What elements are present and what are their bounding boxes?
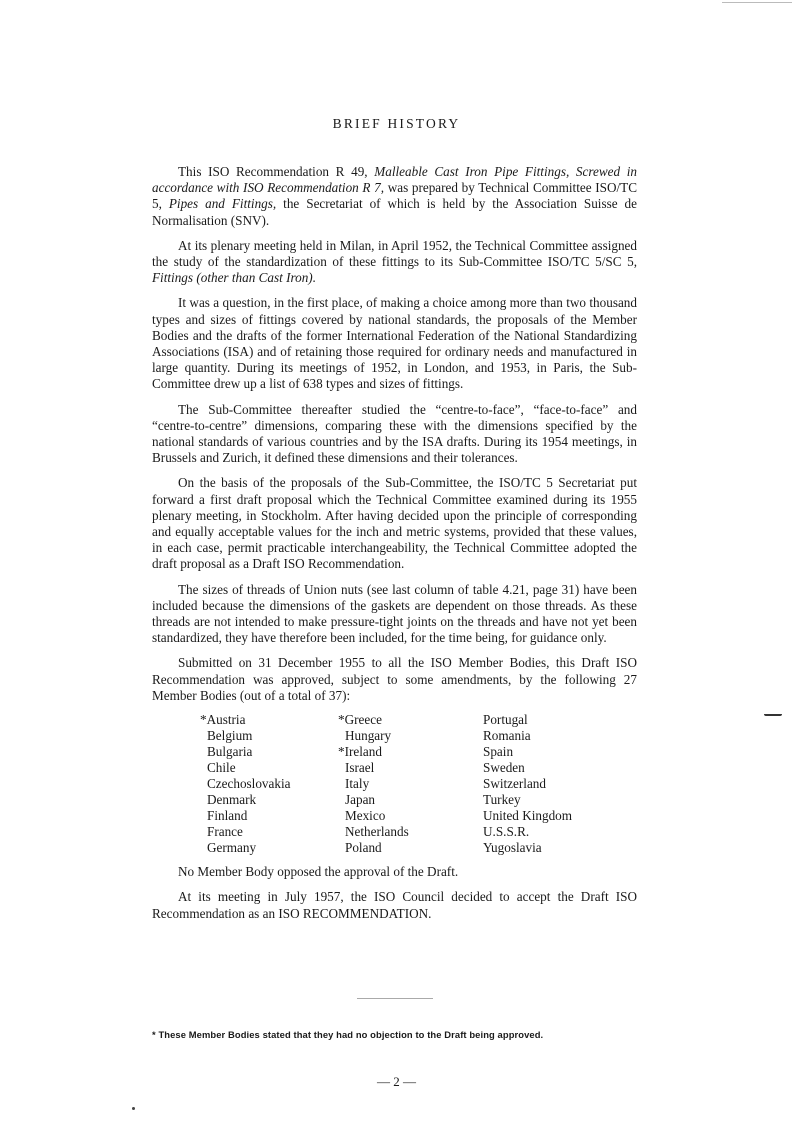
list-item: Denmark	[207, 792, 257, 808]
list-item: Netherlands	[345, 824, 409, 840]
paragraph-union-nuts: The sizes of threads of Union nuts (see last column of table 4.21, page 31) have been included because the dimensions of the gaskets are dependent on those threads. As these threads are not intended to make pressure-tight joints on the threads and have not yet been standardized, they have therefore been included, for the time being, for guidance only.	[152, 581, 637, 646]
footnote: * These Member Bodies stated that they had no objection to the Draft being approved.	[152, 1029, 544, 1040]
list-item: Portugal	[483, 712, 528, 728]
member-bodies-column-2	[338, 712, 483, 856]
list-item: Italy	[345, 776, 370, 792]
list-item: Hungary	[345, 728, 392, 744]
intro-text-3: the Secretariat of which is held by the Association Suisse de Normalisation (SNV).	[152, 196, 637, 228]
list-item: Poland	[345, 840, 382, 856]
milan-subcommittee-italic: Fittings (other than Cast Iron).	[152, 270, 316, 286]
paragraph-approval: Submitted on 31 December 1955 to all the ISO Member Bodies, this Draft ISO Recommendation was approved, subject to some amendments, by the following 27 Member Bodies (out of a total of 37):	[152, 655, 637, 703]
intro-text-1: This ISO Recommendation R 49,	[178, 164, 375, 179]
list-item: Germany	[207, 840, 257, 856]
list-item: *Ireland	[338, 744, 382, 760]
list-item: Switzerland	[483, 776, 546, 792]
page-title: BRIEF HISTORY	[332, 116, 461, 131]
page-number: — 2 —	[377, 1074, 416, 1089]
list-item: France	[207, 824, 243, 840]
list-item: Bulgaria	[207, 744, 253, 760]
member-bodies-list	[200, 712, 637, 856]
list-item: Mexico	[345, 808, 386, 824]
list-item: Belgium	[207, 728, 253, 744]
intro-title-italic: Malleable Cast Iron Pipe Fittings, Screwed in accordance with ISO Recommendation R 7,	[152, 164, 637, 196]
list-item: Sweden	[483, 760, 525, 776]
paragraph-draft: On the basis of the proposals of the Sub-Committee, the ISO/TC 5 Secretariat put forward a first draft proposal which the Technical Committee examined during its 1955 plenary meeting, in Stockholm. After having decided upon the principle of corresponding and equally acceptable values for the inch and metric systems, provided that these values, in each case, permit practicable interchangeability, the Technical Committee adopted the draft proposal as a Draft ISO Recommendation.	[152, 475, 637, 572]
history-body	[152, 164, 637, 931]
paragraph-intro	[152, 164, 637, 229]
intro-committee-italic: Pipes and Fittings,	[168, 196, 277, 212]
paragraph-council: At its meeting in July 1957, the ISO Council decided to accept the Draft ISO Recommendation as an ISO RECOMMENDATION.	[152, 889, 637, 921]
list-item: *Greece	[338, 712, 382, 728]
paragraph-no-opposition: No Member Body opposed the approval of the Draft.	[178, 864, 459, 880]
paragraph-dimensions: The Sub-Committee thereafter studied the “centre-to-face”, “face-to-face” and “centre-to-centre” dimensions, comparing these with the dimensions specified by the national standards of various countries and by the ISA drafts. During its 1954 meetings, in Brussels and Zurich, it defined these dimensions and their tolerances.	[152, 401, 637, 466]
paragraph-milan	[152, 238, 637, 287]
member-bodies-column-1	[200, 712, 338, 856]
scan-mark-top	[722, 2, 792, 3]
paragraph-choice: It was a question, in the first place, of making a choice among more than two thousand types and sizes of fittings covered by national standards, the proposals of the Member Bodies and the drafts of the former International Federation of the National Standardizing Associations (ISA) and of retaining those required for ordinary needs and manufactured in large quantity. During its meetings of 1952, in London, and 1953, in Paris, the Sub-Committee drew up a list of 638 types and sizes of fittings.	[152, 295, 637, 392]
list-item: Yugoslavia	[483, 840, 542, 856]
list-item: U.S.S.R.	[483, 824, 530, 840]
list-item: United Kingdom	[483, 808, 573, 824]
list-item: Czechoslovakia	[207, 776, 291, 792]
list-item: Chile	[207, 760, 236, 776]
list-item: Turkey	[483, 792, 521, 808]
list-item: Finland	[207, 808, 248, 824]
scan-mark-dot	[132, 1107, 135, 1110]
list-item: Spain	[483, 744, 514, 760]
list-item: Israel	[345, 760, 375, 776]
milan-text: At its plenary meeting held in Milan, in April 1952, the Technical Committee assigned the study of the standardization of these fittings to its Sub-Committee ISO/TC 5/SC 5,	[152, 237, 637, 270]
member-bodies-column-3	[483, 712, 633, 856]
section-divider	[357, 998, 433, 999]
list-item: *Austria	[200, 712, 246, 728]
list-item: Romania	[483, 728, 531, 744]
scan-mark-right	[764, 714, 782, 716]
list-item: Japan	[345, 792, 376, 808]
intro-text-2: was prepared by Technical Committee ISO/TC 5,	[152, 180, 638, 212]
